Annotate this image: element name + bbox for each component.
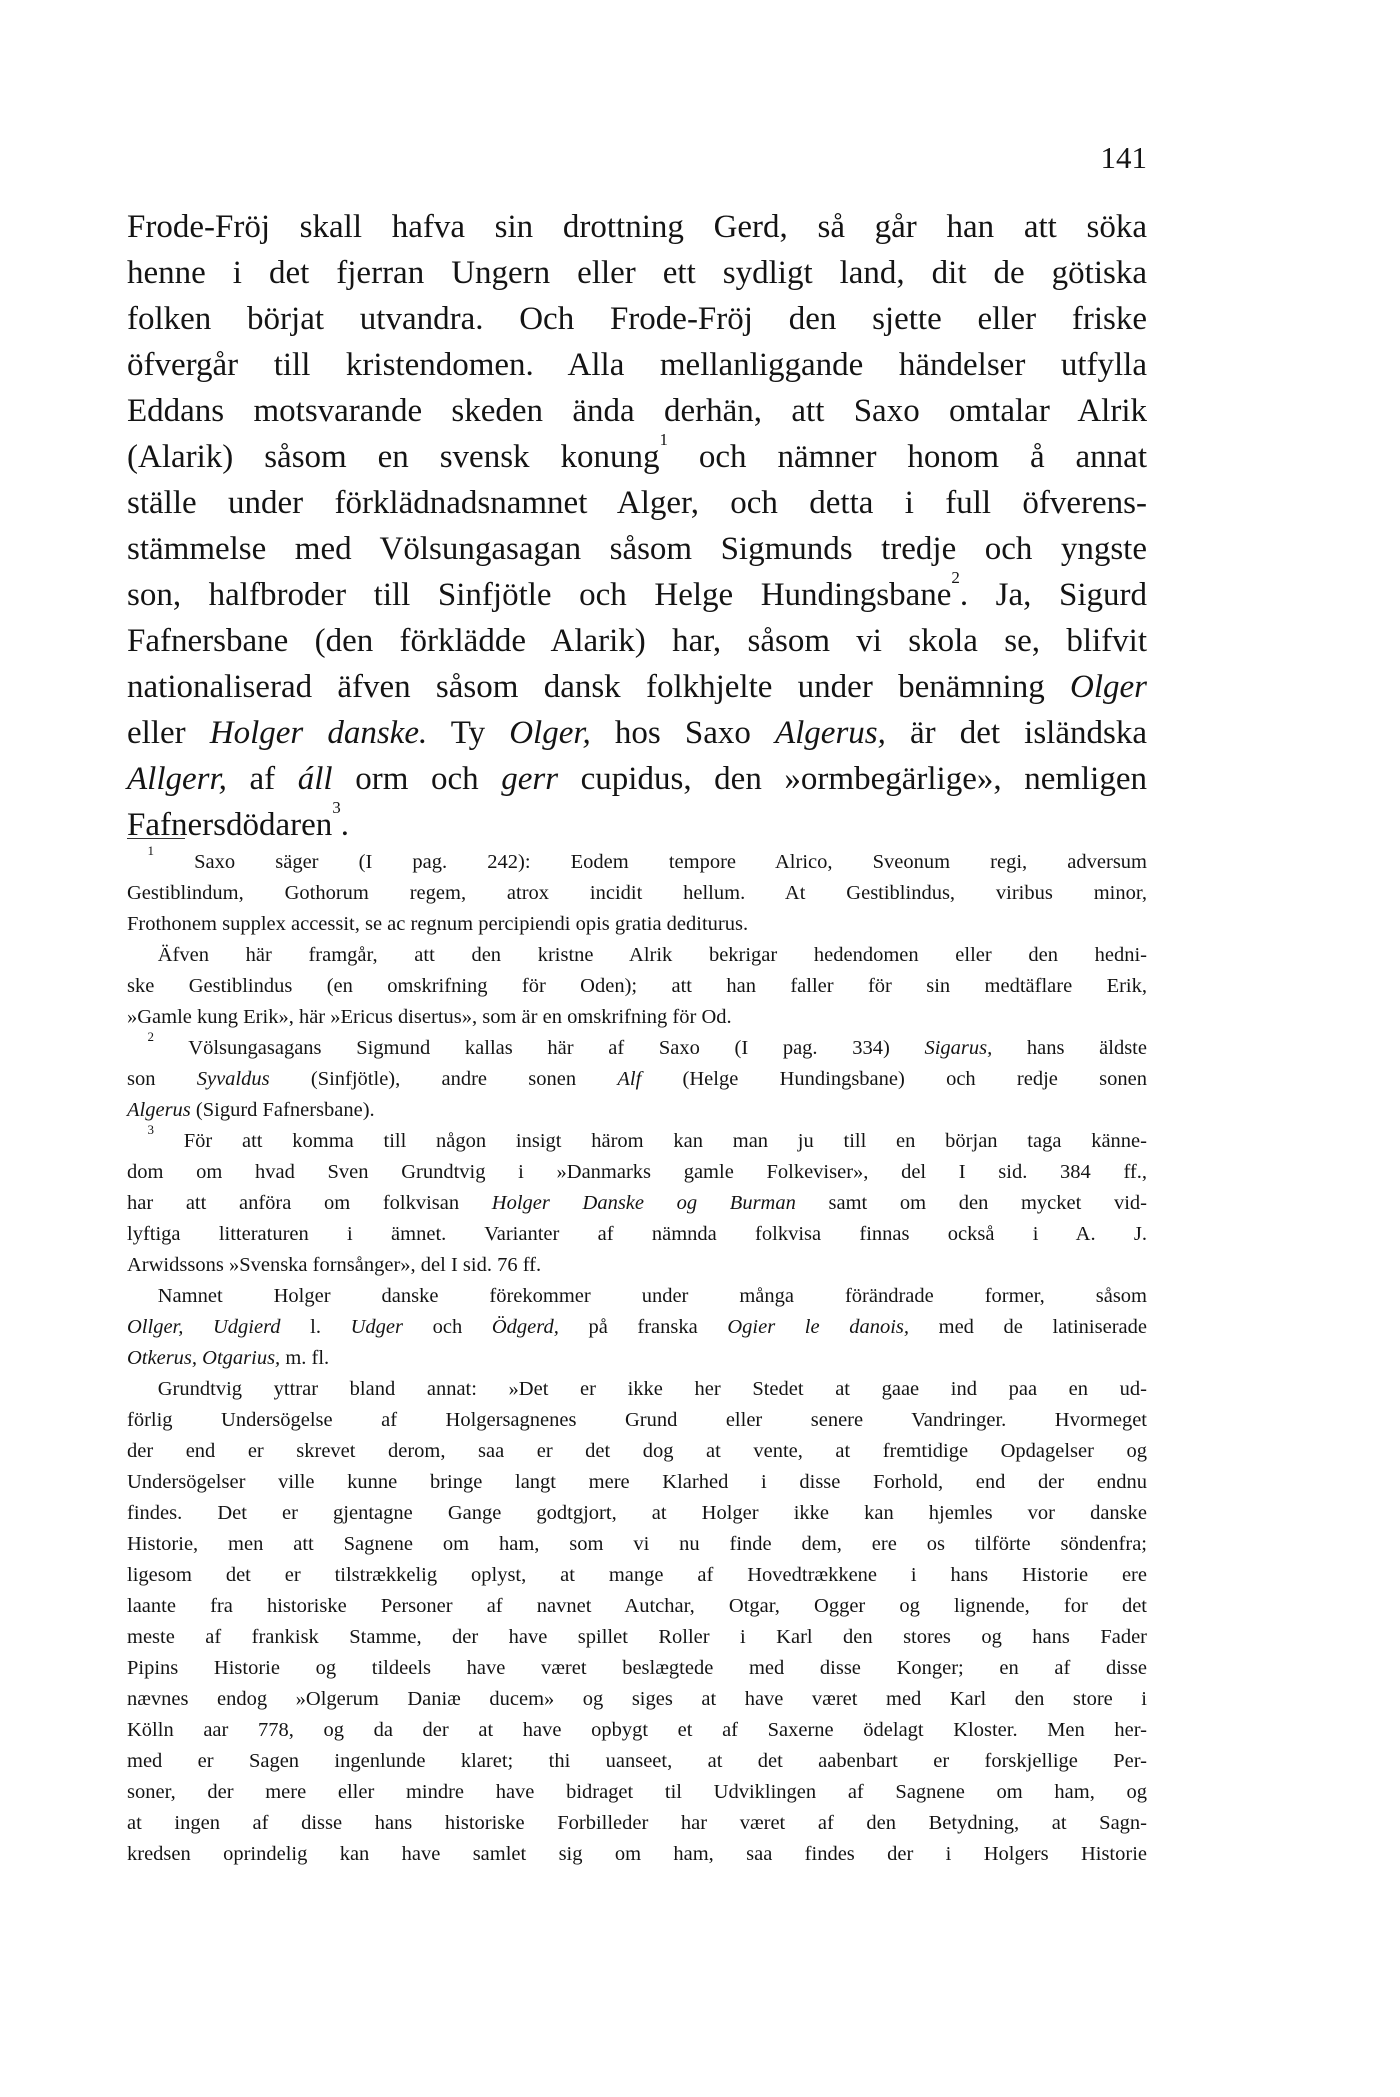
footnote-mark: 3 bbox=[147, 1122, 154, 1137]
footnote-line: der end er skrevet derom, saa er det dog at vente, at fremtidige Opdagelser og bbox=[127, 1440, 1147, 1462]
footnote-line: Historie, men att Sagnene om ham, som vi nu finde dem, ere os tilförte söndenfra; bbox=[127, 1533, 1147, 1555]
italic-run: áll bbox=[297, 761, 333, 797]
footnote-line: Frothonem supplex accessit, se ac regnum percipiendi opis gratia dediturus. bbox=[127, 913, 749, 935]
text-line: henne i det fjerran Ungern eller ett sydligt land, dit de götiska bbox=[127, 255, 1147, 291]
italic-run: Holger danske. bbox=[209, 715, 428, 751]
footnote-line bbox=[127, 1064, 1147, 1095]
text-run: nationaliserad äfven såsom dansk folkhjelte under benämning bbox=[127, 669, 1070, 705]
italic-run: Olger bbox=[1070, 669, 1147, 705]
footnote-ref-3[interactable]: 3 bbox=[332, 798, 341, 817]
footnote-line: Gestiblindum, Gothorum regem, atrox incidit hellum. At Gestiblindus, viribus minor, bbox=[127, 882, 1147, 904]
text-run: orm och bbox=[332, 761, 502, 797]
italic-run: Holger Danske og Burman bbox=[491, 1192, 796, 1214]
text-run: . bbox=[340, 807, 350, 843]
footnote-line: med er Sagen ingenlunde klaret; thi uanseet, at det aabenbart er forskjellige Per- bbox=[127, 1750, 1147, 1772]
footnote-line bbox=[127, 940, 1147, 971]
footnote-line: ligesom det er tilstrækkelig oplyst, at mange af Hovedtrækkene i hans Historie ere bbox=[127, 1564, 1147, 1586]
footnote-line: Arwidssons »Svenska fornsånger», del I sid. 76 ff. bbox=[127, 1254, 542, 1276]
footnote-line bbox=[127, 1095, 1147, 1126]
text-run: (Alarik) såsom en svensk konung bbox=[127, 439, 660, 475]
text-run: För att komma till någon insigt härom kan man ju till en början taga känne- bbox=[154, 1130, 1147, 1152]
text-line: folken börjat utvandra. Och Frode-Fröj den sjette eller friske bbox=[127, 301, 1147, 337]
text-run: på franska bbox=[558, 1316, 728, 1338]
text-line: Eddans motsvarande skeden ända derhän, att Saxo omtalar Alrik bbox=[127, 393, 1147, 429]
text-run: och nämner honom å annat bbox=[667, 439, 1147, 475]
footnote-line: meste af frankisk Stamme, der have spillet Roller i Karl den stores og hans Fader bbox=[127, 1626, 1147, 1648]
text-run: Äfven här framgår, att den kristne Alrik bekrigar hedendomen eller den hedni- bbox=[157, 944, 1147, 966]
text-line bbox=[127, 664, 1147, 710]
footnote-line: ske Gestiblindus (en omskrifning för Oden); att han faller för sin medtäflare Erik, bbox=[127, 975, 1147, 997]
text-run: cupidus, den »ormbegärlige», nemligen bbox=[558, 761, 1147, 797]
footnote-mark: 1 bbox=[147, 843, 154, 858]
footnote-line: »Gamle kung Erik», här »Ericus disertus», som är en omskrifning för Od. bbox=[127, 1006, 732, 1028]
text-run: Völsungasagans Sigmund kallas här af Saxo (I pag. 334) bbox=[154, 1037, 925, 1059]
italic-run: gerr bbox=[501, 761, 559, 797]
footnote-line bbox=[127, 1312, 1147, 1343]
italic-run: Sigarus, bbox=[924, 1037, 993, 1059]
main-text bbox=[127, 204, 1147, 848]
text-run: . Ja, Sigurd bbox=[959, 577, 1147, 613]
text-run: samt om den mycket vid- bbox=[795, 1192, 1147, 1214]
italic-run: Ogier le danois, bbox=[727, 1316, 910, 1338]
footnote-line: dom om hvad Sven Grundtvig i »Danmarks gamle Folkeviser», del I sid. 384 ff., bbox=[127, 1161, 1147, 1183]
text-run: son bbox=[127, 1068, 197, 1090]
page-number: 141 bbox=[1100, 140, 1147, 175]
italic-run: Udger bbox=[350, 1316, 403, 1338]
text-run: Ty bbox=[427, 715, 510, 751]
italic-run: Alf bbox=[617, 1068, 642, 1090]
text-run: hos Saxo bbox=[590, 715, 775, 751]
footnote-line: at ingen af disse hans historiske Forbilleder har været af den Betydning, at Sagn- bbox=[127, 1812, 1147, 1834]
footnote-line bbox=[127, 843, 1147, 878]
text-line: stämmelse med Völsungasagan såsom Sigmunds tredje och yngste bbox=[127, 531, 1147, 567]
text-line bbox=[127, 798, 1147, 848]
text-run: och bbox=[403, 1316, 492, 1338]
footnote-line bbox=[127, 1188, 1147, 1219]
text-run: Saxo säger (I pag. 242): Eodem tempore Alrico, Sveonum regi, adversum bbox=[154, 851, 1147, 873]
text-run: (Sigurd Fafnersbane). bbox=[190, 1099, 375, 1121]
text-run: Fafnersdödaren bbox=[127, 807, 333, 843]
text-line: öfvergår till kristendomen. Alla mellanliggande händelser utfylla bbox=[127, 347, 1147, 383]
text-run: Namnet Holger danske förekommer under många förändrade former, såsom bbox=[157, 1285, 1147, 1307]
text-line: ställe under förklädnadsnamnet Alger, och detta i full öfverens- bbox=[127, 485, 1147, 521]
footnote-line: Undersögelser ville kunne bringe langt mere Klarhed i disse Forhold, end der endnu bbox=[127, 1471, 1147, 1493]
italic-run: Ödgerd, bbox=[491, 1316, 559, 1338]
text-run: af bbox=[226, 761, 298, 797]
italic-run: Algerus bbox=[127, 1099, 191, 1121]
text-run: är det isländska bbox=[885, 715, 1147, 751]
footnote-line: Pipins Historie og tildeels have været beslægtede med disse Konger; en af disse bbox=[127, 1657, 1147, 1679]
text-line: Frode-Fröj skall hafva sin drottning Gerd, så går han att söka bbox=[127, 209, 1147, 245]
text-run: (Sinfjötle), andre sonen bbox=[269, 1068, 618, 1090]
footnote-line: förlig Undersögelse af Holgersagnenes Grund eller senere Vandringer. Hvormeget bbox=[127, 1409, 1147, 1431]
footnote-line bbox=[127, 1029, 1147, 1064]
footnote-line bbox=[127, 1343, 1147, 1374]
text-line bbox=[127, 756, 1147, 802]
footnote-line: soner, der mere eller mindre have bidraget til Udviklingen af Sagnene om ham, og bbox=[127, 1781, 1147, 1803]
footnotes bbox=[127, 843, 1147, 1870]
italic-run: Ollger, Udgierd bbox=[127, 1316, 281, 1338]
text-run: eller bbox=[127, 715, 210, 751]
footnote-line bbox=[127, 1374, 1147, 1405]
footnote-separator bbox=[127, 838, 185, 839]
footnote-ref-2[interactable]: 2 bbox=[951, 568, 960, 587]
text-line bbox=[127, 710, 1147, 756]
footnote-line: kredsen oprindelig kan have samlet sig om ham, saa findes der i Holgers Historie bbox=[127, 1843, 1147, 1865]
italic-run: Algerus, bbox=[774, 715, 886, 751]
footnote-line bbox=[127, 1281, 1147, 1312]
footnote-ref-1[interactable]: 1 bbox=[659, 430, 668, 449]
footnote-mark: 2 bbox=[147, 1029, 154, 1044]
text-run: har att anföra om folkvisan bbox=[127, 1192, 492, 1214]
text-run: son, halfbroder till Sinfjötle och Helge Hundingsbane bbox=[127, 577, 952, 613]
italic-run: Syvaldus bbox=[196, 1068, 270, 1090]
footnote-line: findes. Det er gjentagne Gange godtgjort, at Holger ikke kan hjemles vor danske bbox=[127, 1502, 1147, 1524]
text-line bbox=[127, 430, 1147, 480]
text-run: med de latiniserade bbox=[909, 1316, 1147, 1338]
italic-run: Olger, bbox=[509, 715, 591, 751]
text-run: Grundtvig yttrar bland annat: »Det er ikke her Stedet at gaae ind paa en ud- bbox=[157, 1378, 1147, 1400]
text-run: m. fl. bbox=[280, 1347, 330, 1369]
footnote-line bbox=[127, 1122, 1147, 1157]
text-run: l. bbox=[280, 1316, 351, 1338]
footnote-line: nævnes endog »Olgerum Daniæ ducem» og siges at have været med Karl den store i bbox=[127, 1688, 1147, 1710]
text-line bbox=[127, 568, 1147, 618]
text-run: hans äldste bbox=[992, 1037, 1147, 1059]
text-run: (Helge Hundingsbane) och redje sonen bbox=[641, 1068, 1147, 1090]
text-line: Fafnersbane (den förklädde Alarik) har, såsom vi skola se, blifvit bbox=[127, 623, 1147, 659]
footnote-line: laante fra historiske Personer af navnet Autchar, Otgar, Ogger og lignende, for det bbox=[127, 1595, 1147, 1617]
italic-run: Otkerus, Otgarius, bbox=[127, 1347, 281, 1369]
footnote-line: Kölln aar 778, og da der at have opbygt et af Saxerne ödelagt Kloster. Men her- bbox=[127, 1719, 1147, 1741]
footnote-line: lyftiga litteraturen i ämnet. Varianter af nämnda folkvisa finnas också i A. J. bbox=[127, 1223, 1147, 1245]
italic-run: Allgerr, bbox=[127, 761, 227, 797]
